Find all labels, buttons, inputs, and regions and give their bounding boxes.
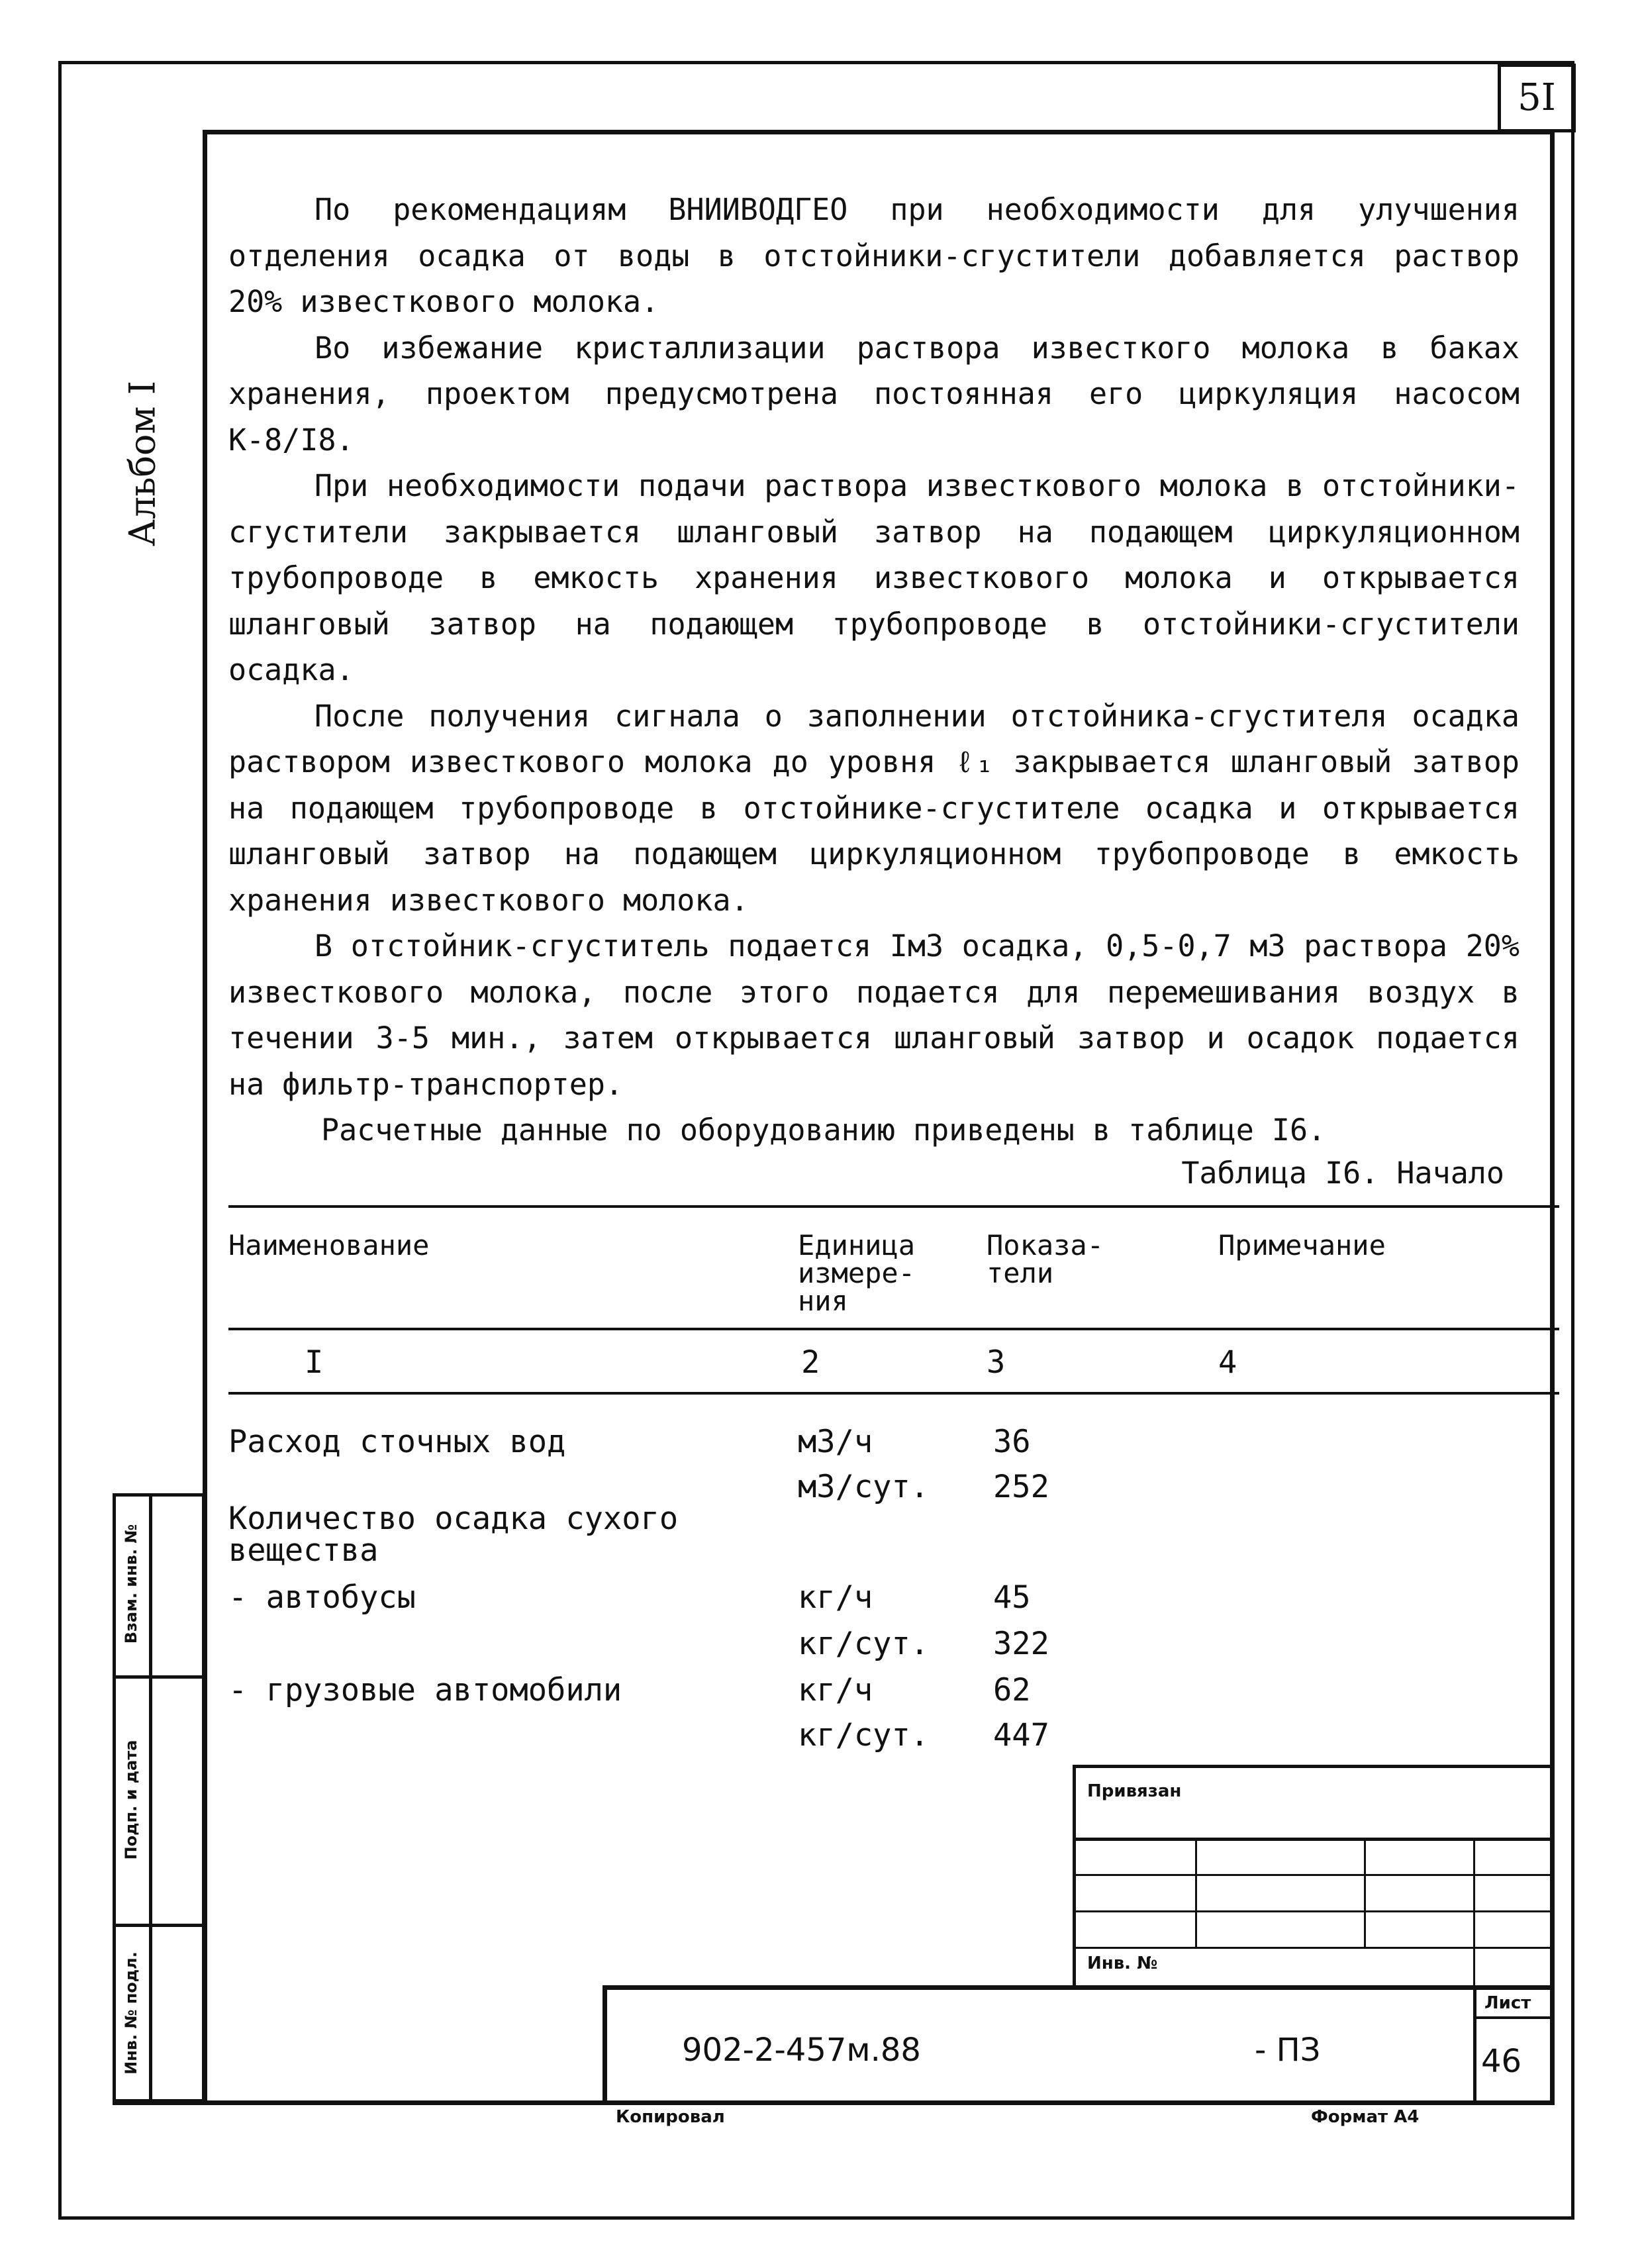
header-value: Показа- тели bbox=[987, 1229, 1104, 1289]
bottom-frame-rule bbox=[113, 2100, 1555, 2105]
table-number-rule bbox=[228, 1392, 1559, 1395]
album-label: Альбом I bbox=[121, 380, 164, 547]
stamp-doc-suffix: - ПЗ bbox=[1255, 2032, 1321, 2069]
side-strip-divider bbox=[149, 1493, 152, 2102]
table-caption: Таблица I6. Начало bbox=[1181, 1156, 1504, 1191]
paragraph-6: Расчетные данные по оборудованию приведены в таблице I6. bbox=[321, 1112, 1326, 1148]
stamp-col-2 bbox=[1364, 1838, 1366, 1947]
stamp-sheet-number: 46 bbox=[1481, 2043, 1522, 2080]
stamp-rule-3 bbox=[1073, 1910, 1553, 1912]
row-6-unit: кг/ч bbox=[798, 1672, 873, 1708]
side-label-podp-data: Подп. и дата bbox=[122, 1740, 140, 1860]
row-3-name: Количество осадка сухого вещества bbox=[228, 1501, 679, 1569]
row-5-unit: кг/сут. bbox=[798, 1626, 930, 1662]
row-7-value: 447 bbox=[993, 1717, 1049, 1753]
paragraph-5: В отстойник-сгуститель подается IмЗ осадка, 0,5-0,7 мЗ раствора 20% известкового молока, после этого подается для перемешивания воздух в течении 3-5 мин., затем открывается шланговый затвор и осадок подается на фильтр-транспортер. bbox=[228, 928, 1520, 1102]
row-1-value: 36 bbox=[993, 1424, 1031, 1460]
header-name: Наименование bbox=[228, 1229, 430, 1261]
body-text bbox=[228, 187, 1520, 1154]
row-7-unit: кг/сут. bbox=[798, 1717, 930, 1753]
row-1-unit: мЗ/ч bbox=[798, 1424, 873, 1460]
stamp-inv-no: Инв. № bbox=[1087, 1953, 1158, 1973]
table-top-rule bbox=[228, 1205, 1559, 1208]
column-number-1: I bbox=[305, 1344, 324, 1381]
paragraph-4: После получения сигнала о заполнении отстойника-сгустителя осадка раствором известкового молока до уровня ℓ₁ закрывается шланговый затвор на подающем трубопроводе в отстойнике-сгустителе осадка и открывается шланговый затвор на подающем циркуляционном трубопроводе в емкость хранения известкового молока. bbox=[228, 698, 1520, 918]
stamp-sheet-rule bbox=[1473, 2016, 1555, 2019]
stamp-col-3 bbox=[1473, 1838, 1475, 1987]
page-number: 5I bbox=[1498, 64, 1576, 132]
side-label-vzam-inv: Взам. инв. № bbox=[122, 1524, 140, 1644]
paragraph-3: При необходимости подачи раствора известкового молока в отстойники-сгустители закрывается шланговый затвор на подающем циркуляционном трубопроводе в емкость хранения известкового молока и открывается шланговый затвор на подающем трубопроводе в отстойники-сгустители осадка. bbox=[228, 468, 1520, 687]
stamp-doc-code: 902-2-457м.88 bbox=[682, 2032, 921, 2069]
stamp-sheet-label: Лист bbox=[1484, 1993, 1531, 2013]
header-unit: Единица измере- ния bbox=[798, 1229, 916, 1317]
stamp-rule-2 bbox=[1073, 1874, 1553, 1876]
row-4-value: 45 bbox=[993, 1579, 1031, 1616]
row-6-value: 62 bbox=[993, 1672, 1031, 1708]
side-strip-rule-1 bbox=[113, 1675, 205, 1679]
paragraph-2: Во избежание кристаллизации раствора известкого молока в баках хранения, проектом предусмотрена постоянная его циркуляция насосом К-8/I8. bbox=[228, 330, 1520, 458]
row-1-name: Расход сточных вод bbox=[228, 1424, 566, 1460]
row-4-unit: кг/ч bbox=[798, 1579, 873, 1616]
row-2-unit: мЗ/сут. bbox=[798, 1469, 930, 1505]
row-6-name: - грузовые автомобили bbox=[228, 1672, 622, 1708]
row-5-value: 322 bbox=[993, 1626, 1049, 1662]
header-note: Примечание bbox=[1218, 1229, 1386, 1261]
stamp-rule-1 bbox=[1073, 1838, 1553, 1841]
footer-copied: Копировал bbox=[616, 2107, 725, 2127]
side-strip-rule-2 bbox=[113, 1924, 205, 1927]
stamp-sheet-divider bbox=[1473, 1985, 1476, 2104]
side-label-inv-podl: Инв. № подл. bbox=[122, 1951, 140, 2075]
stamp-rule-4 bbox=[1073, 1947, 1553, 1949]
row-2-value: 252 bbox=[993, 1469, 1049, 1505]
column-number-2: 2 bbox=[801, 1344, 820, 1381]
row-4-name: - автобусы bbox=[228, 1579, 416, 1616]
stamp-privyazan: Привязан bbox=[1087, 1781, 1182, 1801]
paragraph-1: По рекомендациям ВНИИВОДГЕО при необходимости для улучшения отделения осадка от воды в отстойники-сгустители добавляется раствор 20% известкового молока. bbox=[228, 192, 1520, 319]
stamp-col-1 bbox=[1195, 1838, 1197, 1947]
column-number-3: 3 bbox=[987, 1344, 1006, 1381]
footer-format: Формат А4 bbox=[1311, 2107, 1420, 2127]
column-number-4: 4 bbox=[1218, 1344, 1237, 1381]
table-header-rule bbox=[228, 1328, 1559, 1330]
